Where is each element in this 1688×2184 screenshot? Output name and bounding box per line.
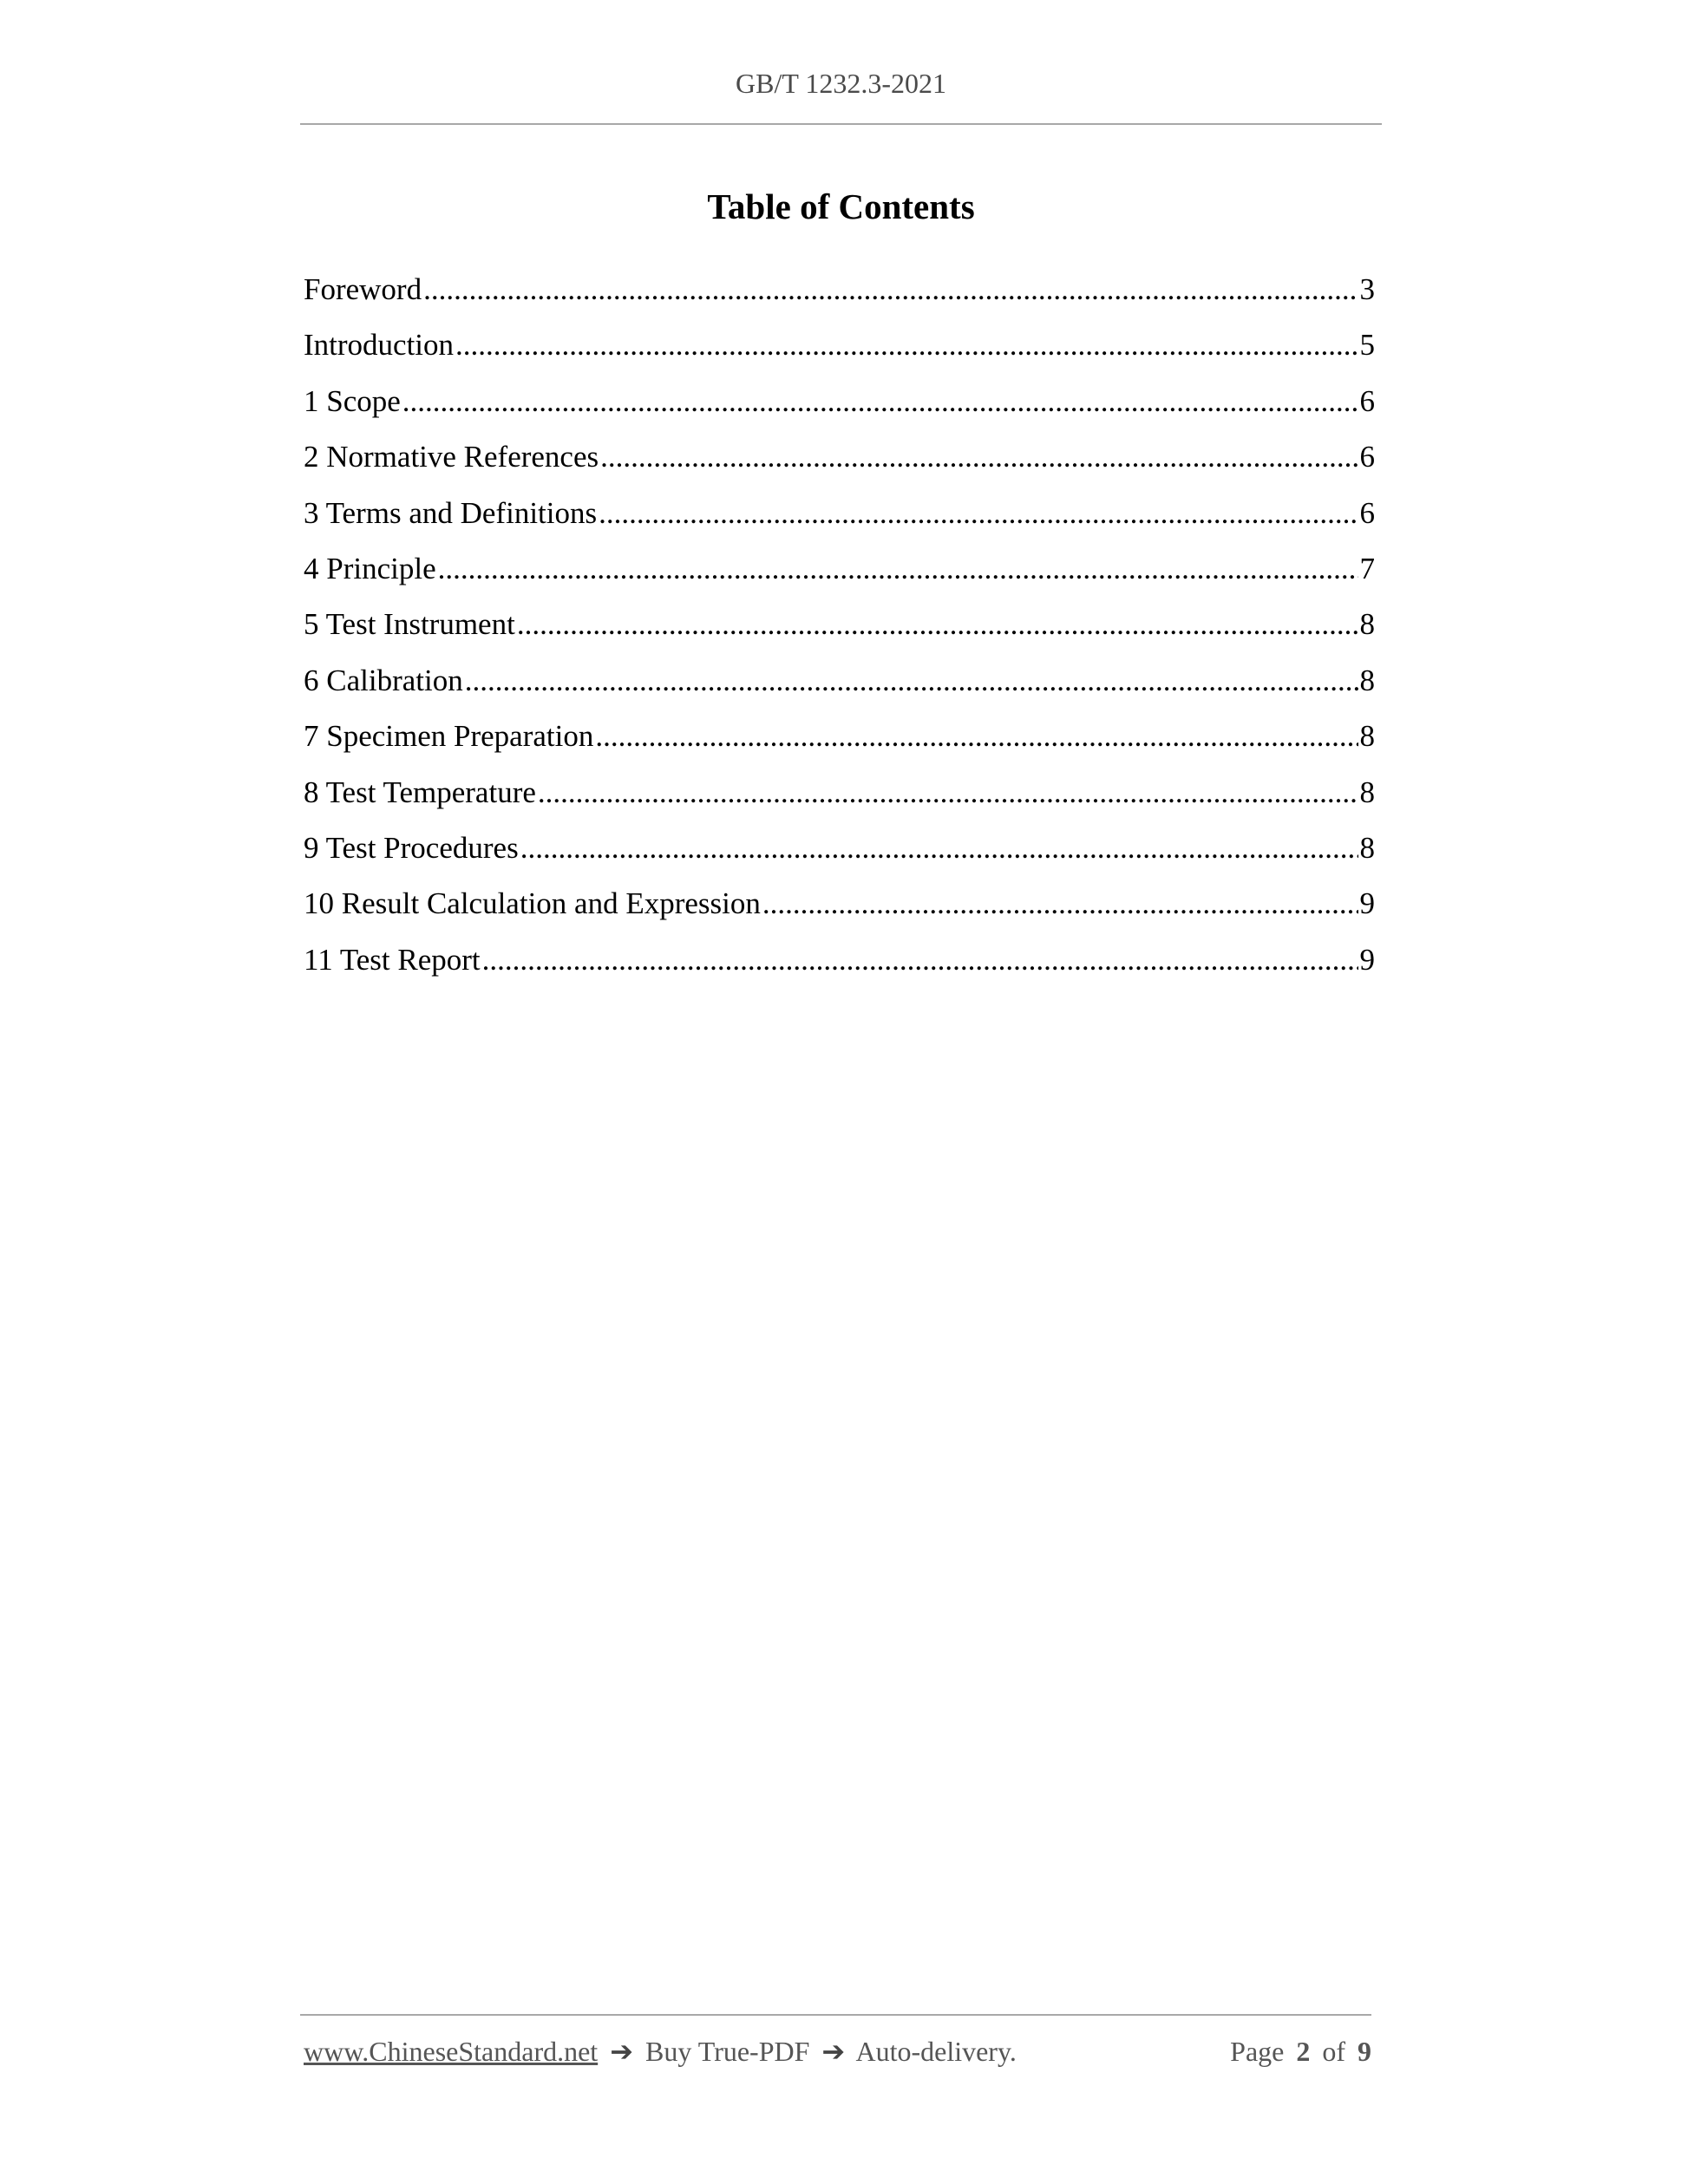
buy-text: Buy True-PDF: [645, 2036, 810, 2067]
toc-entry-label: 7 Specimen Preparation: [304, 719, 594, 754]
toc-entry-label: 1 Scope: [304, 383, 401, 418]
of-word: of: [1322, 2036, 1345, 2067]
toc-entry[interactable]: [304, 262, 1375, 317]
toc-entry[interactable]: [304, 597, 1375, 652]
toc-entry-label: 5 Test Instrument: [304, 607, 515, 642]
toc-entry[interactable]: [304, 653, 1375, 709]
arrow-right-icon: ➔: [821, 2036, 846, 2067]
total-pages-number: 9: [1358, 2036, 1371, 2067]
footer-promo: [304, 2035, 1017, 2068]
toc-dot-leader: [455, 317, 1358, 373]
toc-entry[interactable]: [304, 821, 1375, 876]
toc-entry-page: 9: [1359, 886, 1375, 921]
toc-entry-page: 8: [1359, 775, 1375, 809]
toc-entry-page: 8: [1359, 830, 1375, 865]
delivery-text: Auto-delivery.: [855, 2036, 1017, 2067]
toc-entry-page: 6: [1359, 440, 1375, 474]
page-footer: [304, 2035, 1371, 2068]
current-page-number: 2: [1296, 2036, 1311, 2067]
toc-list: [304, 262, 1375, 988]
toc-entry[interactable]: [304, 429, 1375, 485]
toc-dot-leader: [423, 262, 1358, 317]
toc-dot-leader: [762, 876, 1358, 932]
toc-entry-page: 6: [1359, 495, 1375, 530]
toc-entry-page: 5: [1359, 328, 1375, 363]
toc-title: Table of Contents: [707, 186, 975, 226]
toc-entry-label: 8 Test Temperature: [304, 775, 536, 809]
toc-entry-label: 10 Result Calculation and Expression: [304, 886, 761, 921]
toc-entry[interactable]: [304, 317, 1375, 373]
toc-entry-label: 3 Terms and Definitions: [304, 495, 598, 530]
toc-entry-page: 8: [1359, 719, 1375, 754]
toc-entry-page: 6: [1359, 383, 1375, 418]
toc-entry[interactable]: [304, 709, 1375, 764]
toc-entry-page: 3: [1359, 272, 1375, 306]
toc-dot-leader: [600, 429, 1358, 485]
toc-entry-page: 8: [1359, 607, 1375, 642]
toc-entry[interactable]: [304, 876, 1375, 932]
toc-entry[interactable]: [304, 765, 1375, 821]
running-header: GB/T 1232.3-2021: [736, 68, 946, 99]
toc-entry-label: 9 Test Procedures: [304, 830, 519, 865]
toc-entry[interactable]: [304, 374, 1375, 429]
header-divider: [300, 123, 1382, 125]
toc-dot-leader: [538, 765, 1358, 821]
toc-entry[interactable]: [304, 541, 1375, 597]
toc-dot-leader: [482, 932, 1358, 988]
toc-entry[interactable]: [304, 486, 1375, 541]
toc-entry-page: 8: [1359, 663, 1375, 697]
toc-dot-leader: [465, 653, 1358, 709]
toc-entry[interactable]: [304, 932, 1375, 988]
toc-dot-leader: [402, 374, 1358, 429]
toc-entry-label: 2 Normative References: [304, 440, 599, 474]
toc-entry-label: Introduction: [304, 328, 455, 363]
toc-entry-label: 11 Test Report: [304, 942, 481, 977]
toc-entry-label: Foreword: [304, 272, 422, 306]
page-word: Page: [1230, 2036, 1285, 2067]
page-indicator: [1230, 2036, 1371, 2068]
footer-divider: [300, 2014, 1371, 2016]
toc-dot-leader: [520, 821, 1358, 876]
toc-entry-page: 9: [1359, 942, 1375, 977]
toc-entry-page: 7: [1359, 551, 1375, 585]
toc-dot-leader: [595, 709, 1358, 764]
toc-dot-leader: [438, 541, 1358, 597]
toc-entry-label: 4 Principle: [304, 551, 436, 585]
arrow-right-icon: ➔: [610, 2036, 633, 2067]
site-link[interactable]: www.ChineseStandard.net: [304, 2036, 599, 2067]
toc-dot-leader: [599, 486, 1358, 541]
toc-entry-label: 6 Calibration: [304, 663, 463, 697]
toc-dot-leader: [517, 597, 1358, 652]
